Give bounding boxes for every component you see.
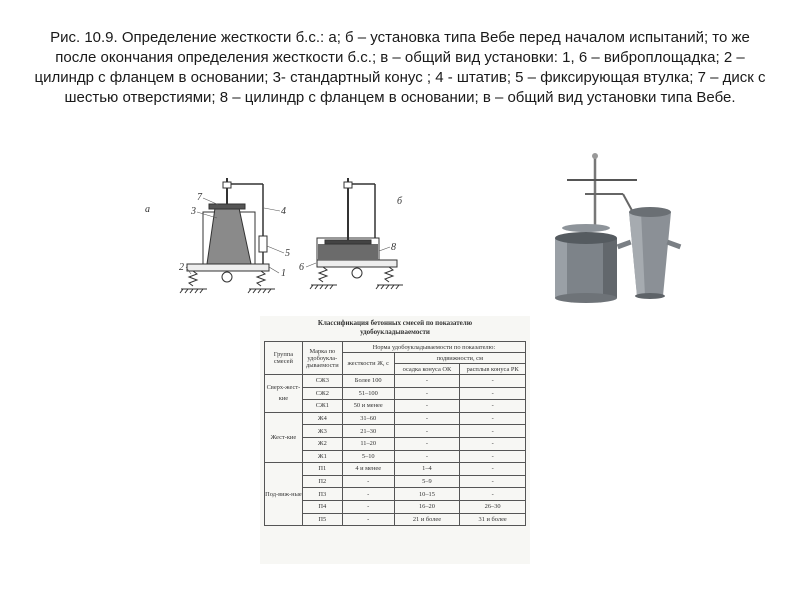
table-row [265, 412, 526, 425]
cell-mark: Ж4 [302, 412, 342, 425]
cell-mark: СЖ2 [302, 387, 342, 400]
callout-7: 7 [197, 192, 202, 203]
cell-mark: П2 [302, 475, 342, 488]
cell-cone: 5–9 [394, 475, 460, 488]
cell-mark: Ж2 [302, 437, 342, 450]
consistency-classification-table [264, 341, 526, 526]
cell-stiff: Более 100 [342, 375, 394, 388]
table-row [265, 463, 526, 476]
diagram-a [180, 178, 275, 293]
cell-spread: - [460, 412, 526, 425]
cell-mark: П4 [302, 500, 342, 513]
header-group: Группа смесей [265, 342, 303, 375]
header-cone-spread: расплыв конуса РК [460, 364, 526, 375]
cell-mark: П5 [302, 513, 342, 526]
cell-spread: - [460, 475, 526, 488]
cell-mark: Ж1 [302, 450, 342, 463]
callout-8: 8 [391, 242, 396, 253]
table-row [265, 425, 526, 438]
cell-spread: - [460, 425, 526, 438]
table-row [265, 375, 526, 388]
cell-stiff: - [342, 513, 394, 526]
cell-mark: П3 [302, 488, 342, 501]
cell-spread: - [460, 375, 526, 388]
cell-spread: 31 и более [460, 513, 526, 526]
cell-spread: - [460, 450, 526, 463]
callout-3: 3 [191, 206, 196, 217]
cell-mark: СЖ3 [302, 375, 342, 388]
callout-1: 1 [281, 268, 286, 279]
cell-cone: - [394, 450, 460, 463]
callout-4: 4 [281, 206, 286, 217]
callout-2: 2 [179, 262, 184, 273]
group-name-cell: Сверх-жест-кие [265, 375, 303, 413]
vebe-schematic-diagram [135, 168, 425, 298]
table-header-row [265, 342, 526, 353]
cell-stiff: 31–60 [342, 412, 394, 425]
table-row [265, 475, 526, 488]
classification-table-figure [260, 316, 530, 564]
cell-mark: СЖ1 [302, 400, 342, 413]
table-row [265, 513, 526, 526]
table-row [265, 387, 526, 400]
cell-spread: - [460, 387, 526, 400]
cell-stiff: - [342, 475, 394, 488]
figure-caption: Рис. 10.9. Определение жесткости б.с.: а; б – установка типа Вебе перед началом испытаний; то же после окончания определения жесткости б.с.; в – общий вид установки: 1, 6 – виброплощадка; 2 – цилиндр с фланцем в основании; 3- стандартный конус ; 4 - штатив; 5 – фиксирующая втулка; 7 – диск с шестью отверстиями; 8 – цилиндр с фланцем в основании; в – общий вид установки типа Вебе. [34, 29, 766, 106]
cell-stiff: 5–10 [342, 450, 394, 463]
cell-cone: 10–15 [394, 488, 460, 501]
header-norm: Норма удобоукладываемости по показателю: [342, 342, 525, 353]
table-row [265, 450, 526, 463]
cell-spread: - [460, 437, 526, 450]
table-row [265, 488, 526, 501]
table-row [265, 500, 526, 513]
cell-cone: - [394, 437, 460, 450]
cell-stiff: 50 и менее [342, 400, 394, 413]
cell-spread: - [460, 463, 526, 476]
cell-cone: 21 и более [394, 513, 460, 526]
cell-cone: 16–20 [394, 500, 460, 513]
header-stiffness: жесткости Ж, с [342, 353, 394, 375]
header-mark: Марка по удобоукла-дываемости [302, 342, 342, 375]
cell-spread: 26–30 [460, 500, 526, 513]
cell-cone: - [394, 412, 460, 425]
header-mobility: подвижности, см [394, 353, 525, 364]
cell-cone: - [394, 400, 460, 413]
cell-cone: - [394, 425, 460, 438]
cell-stiff: - [342, 488, 394, 501]
table-title: Классификация бетонных смесей по показателю удобоукладываемости [317, 319, 473, 336]
callout-5: 5 [285, 248, 290, 259]
cell-stiff: - [342, 500, 394, 513]
cell-cone: - [394, 375, 460, 388]
diagram-b [310, 178, 403, 289]
cell-spread: - [460, 488, 526, 501]
header-cone-slump: осадка конуса ОК [394, 364, 460, 375]
group-name-cell: Жест-кие [265, 412, 303, 462]
callout-6: 6 [299, 262, 304, 273]
cell-stiff: 4 и менее [342, 463, 394, 476]
cell-stiff: 21–30 [342, 425, 394, 438]
cell-mark: П1 [302, 463, 342, 476]
group-name-cell: Под-виж-ные [265, 463, 303, 526]
cell-stiff: 11–20 [342, 437, 394, 450]
cell-mark: Ж3 [302, 425, 342, 438]
label-a: а [145, 204, 150, 215]
cell-cone: 1–4 [394, 463, 460, 476]
cell-stiff: 51–100 [342, 387, 394, 400]
table-row [265, 400, 526, 413]
cell-cone: - [394, 387, 460, 400]
table-row [265, 437, 526, 450]
label-b: б [397, 196, 403, 207]
cell-spread: - [460, 400, 526, 413]
vebe-apparatus-photo [545, 150, 685, 310]
